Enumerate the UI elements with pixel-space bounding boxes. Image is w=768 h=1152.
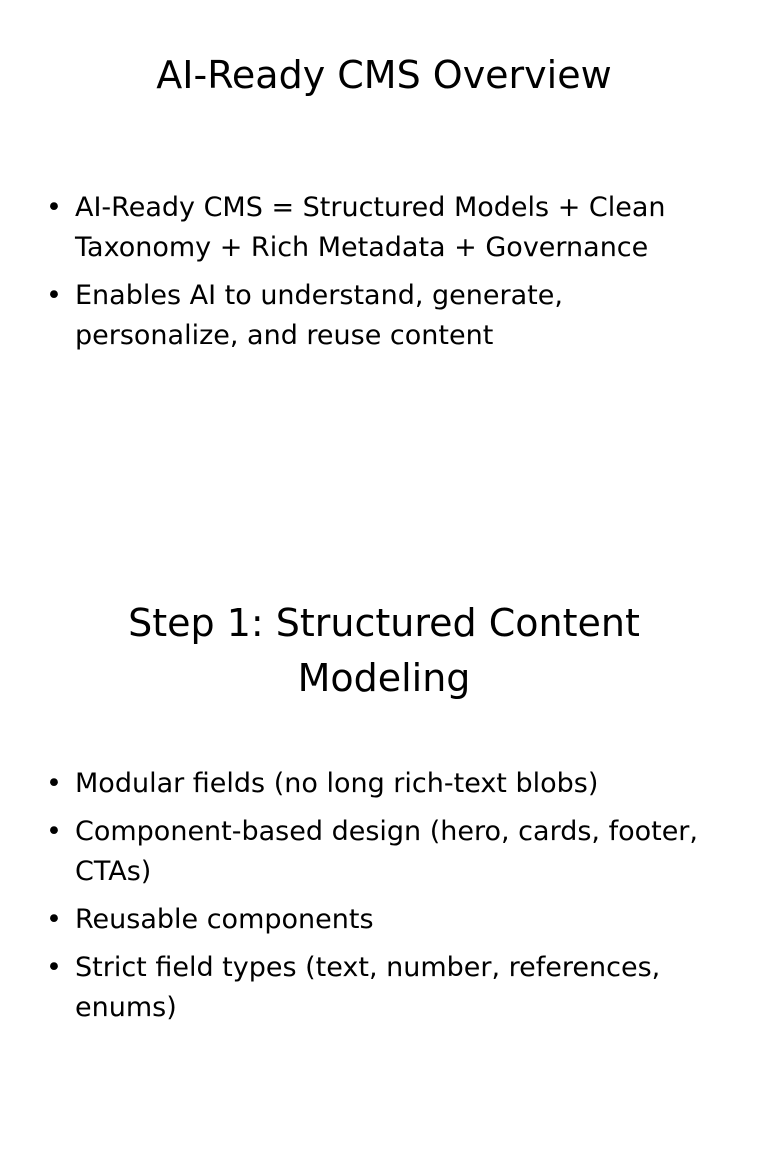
list-item: [40, 764, 720, 804]
list-item: [40, 900, 720, 940]
bullet-icon: •: [46, 816, 62, 847]
bullet-icon: •: [46, 768, 62, 799]
list-item: [40, 276, 720, 356]
slide-2: [0, 576, 768, 1152]
bullet-text: Strict field types (text, number, references, enums): [75, 952, 661, 1023]
bullet-text: Reusable components: [75, 904, 374, 935]
bullet-text: AI-Ready CMS = Structured Models + Clean Taxonomy + Rich Metadata + Governance: [75, 192, 666, 263]
bullet-text: Component-based design (hero, cards, footer, CTAs): [75, 816, 698, 887]
bullet-icon: •: [46, 192, 62, 223]
list-item: [40, 188, 720, 268]
list-item: [40, 948, 720, 1028]
bullet-text: Enables AI to understand, generate, personalize, and reuse content: [75, 280, 563, 351]
bullet-list: [40, 764, 720, 1036]
bullet-icon: •: [46, 952, 62, 983]
list-item: [40, 812, 720, 892]
bullet-list: [40, 188, 720, 364]
bullet-icon: •: [46, 904, 62, 935]
bullet-icon: •: [46, 280, 62, 311]
slide-title: AI-Ready CMS Overview: [156, 53, 612, 97]
slide-title: Step 1: Structured Content Modeling: [128, 601, 640, 700]
bullet-text: Modular fields (no long rich-text blobs): [75, 768, 599, 799]
